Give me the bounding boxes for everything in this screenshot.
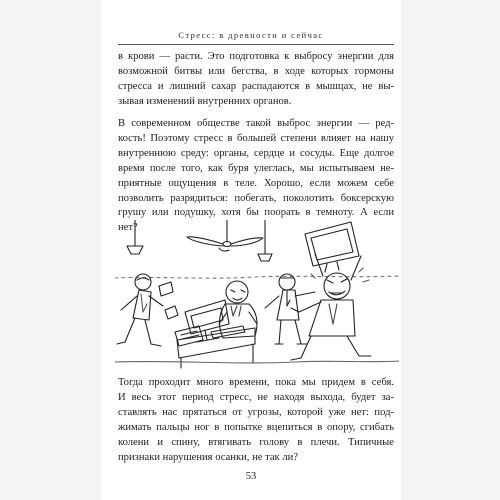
text-line: признаки нарушения осанки, не так ли? xyxy=(118,451,299,463)
running-head: Стресс: в древности и сейчас xyxy=(178,30,324,40)
text-line: грушу или подушку, хотя бы поорать в темноту. А если xyxy=(118,207,394,219)
paragraph-1 xyxy=(118,50,394,110)
text-line: Тогда проходит много времени, пока мы придем в себя. xyxy=(118,377,394,388)
text-line: И весь этот период стресс, не находя выхода, будет за- xyxy=(118,391,394,403)
pointing-man-icon xyxy=(265,274,315,344)
text-line: стресса и лишний сахар распадаются в мышцах, не вы- xyxy=(118,80,394,92)
text-line: позволить разрядиться: побегать, поколотить боксерскую xyxy=(118,192,394,204)
text-line: В современном обществе такой выброс энергии — ред- xyxy=(118,118,394,129)
paragraph-2 xyxy=(118,117,394,236)
running-man-icon xyxy=(117,274,178,346)
desk-computer-icon xyxy=(177,300,255,368)
text-line: внутреннюю среду: органы, сердце и сосуды. Еще долгое xyxy=(118,147,394,159)
book-page xyxy=(101,0,401,500)
text-line: зывая изменений внутренних органов. xyxy=(118,95,292,107)
paragraph-3 xyxy=(118,376,394,465)
text-line: кость! Поэтому стресс в большей степени влияет на нашу xyxy=(118,132,394,144)
hanging-lamp-icon xyxy=(127,220,272,261)
page-number: 53 xyxy=(245,471,257,482)
text-line: нет? xyxy=(118,222,138,234)
ceiling-fan-icon xyxy=(187,220,263,251)
text-line: время после того, как буря улеглась, мы испытываем не- xyxy=(118,162,394,174)
angry-man-lifting-monitor-icon xyxy=(291,222,371,360)
text-line: приятные ощущения в теле. Хорошо, если можем себе xyxy=(118,177,394,189)
header-rule xyxy=(118,44,394,45)
text-line: в крови — расти. Это подготовка к выбросу энергии для xyxy=(118,51,394,62)
text-line: колени и спину, втягивать голову в плечи. Типичные xyxy=(118,436,394,448)
text-line: возможной битвы или бегства, в ходе которых гормоны xyxy=(118,65,394,77)
office-stress-cartoon-illustration xyxy=(115,220,399,370)
text-line: ставлять нас прятаться от угрозы, которой уже нет: под- xyxy=(118,406,394,418)
text-line: жимать пальцы ног в попытке вцепиться в опору, сгибать xyxy=(118,421,394,433)
